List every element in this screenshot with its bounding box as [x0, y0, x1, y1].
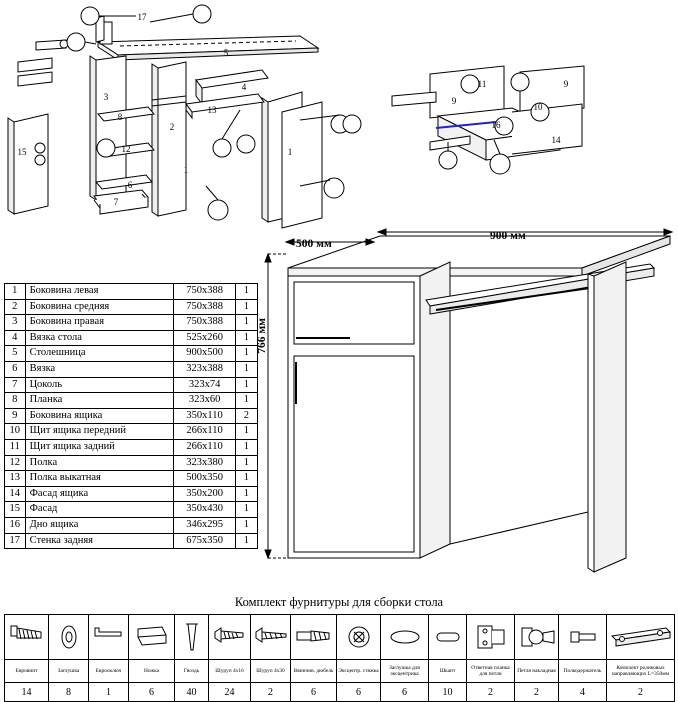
- part-num: 16: [5, 517, 26, 533]
- svg-text:2: 2: [169, 122, 175, 132]
- part-qty: 2: [235, 408, 257, 424]
- part-num: 14: [5, 486, 26, 502]
- svg-text:12: 12: [121, 144, 131, 154]
- kit-cell-nail: [175, 615, 209, 660]
- svg-text:1: 1: [287, 147, 293, 157]
- part-num: 11: [5, 439, 26, 455]
- dowel-wood-icon: [431, 624, 465, 650]
- slide-icon: [608, 622, 674, 652]
- kit-count: 40: [175, 683, 209, 702]
- part-size: 323х60: [174, 393, 236, 409]
- table-row: [5, 424, 258, 440]
- part-qty: 1: [235, 346, 257, 362]
- kit-count: 24: [209, 683, 251, 702]
- part-size: 323х74: [174, 377, 236, 393]
- table-row: [5, 502, 258, 518]
- table-row: [5, 486, 258, 502]
- part-qty: 1: [235, 439, 257, 455]
- kit-cell-screw4x30: [251, 615, 291, 660]
- table-row: [5, 315, 258, 331]
- part-qty: 1: [235, 330, 257, 346]
- part-num: 6: [5, 361, 26, 377]
- svg-text:9: 9: [451, 96, 457, 106]
- part-size: 750х388: [174, 284, 236, 300]
- svg-text:3: 3: [103, 92, 109, 102]
- kit-name: Евровинт: [5, 660, 49, 683]
- screw-icon: [7, 620, 47, 654]
- part-qty: 1: [235, 486, 257, 502]
- part-size: 500х350: [174, 471, 236, 487]
- hexkey-icon: [91, 622, 127, 652]
- shelf-support-icon: [563, 624, 603, 650]
- kit-count: 2: [607, 683, 675, 702]
- part-size: 323х380: [174, 455, 236, 471]
- part-size: 350х430: [174, 502, 236, 518]
- part-num: 4: [5, 330, 26, 346]
- screw4x30-icon: [252, 622, 290, 652]
- part-qty: 1: [235, 299, 257, 315]
- table-row: [5, 346, 258, 362]
- desk-drawing-svg: [250, 228, 678, 578]
- part-size: 323х388: [174, 361, 236, 377]
- part-num: 7: [5, 377, 26, 393]
- kit-name: Шкант: [429, 660, 467, 683]
- part-name: Вязка стола: [25, 330, 174, 346]
- kit-cell-shelf-support: [559, 615, 607, 660]
- kit-name: Полкодержатель: [559, 660, 607, 683]
- part-size: 750х388: [174, 315, 236, 331]
- part-name: Полка выкатная: [25, 471, 174, 487]
- svg-text:5: 5: [223, 48, 229, 58]
- part-size: 350х110: [174, 408, 236, 424]
- part-qty: 1: [235, 361, 257, 377]
- kit-count: 6: [381, 683, 429, 702]
- table-row: [5, 393, 258, 409]
- part-name: Щит ящика передний: [25, 424, 174, 440]
- part-num: 13: [5, 471, 26, 487]
- kit-name: Эксцентр. стяжка: [337, 660, 381, 683]
- part-name: Столешница: [25, 346, 174, 362]
- kit-count: 8: [49, 683, 89, 702]
- part-num: 1: [5, 284, 26, 300]
- table-row: [5, 330, 258, 346]
- part-qty: 1: [235, 471, 257, 487]
- kit-count: 1: [89, 683, 129, 702]
- leg-icon: [132, 621, 172, 653]
- kit-cell-slide: [607, 615, 675, 660]
- kit-name: Комплект роликовых направляющих L=350мм: [607, 660, 675, 683]
- kit-count: 2: [515, 683, 559, 702]
- part-name: Цоколь: [25, 377, 174, 393]
- kit-name: Шуруп 4х16: [209, 660, 251, 683]
- svg-text:4: 4: [241, 82, 247, 92]
- part-qty: 1: [235, 502, 257, 518]
- kit-count: 14: [5, 683, 49, 702]
- kit-name: Заглушка для эксцентрика: [381, 660, 429, 683]
- part-name: Стенка задняя: [25, 533, 174, 549]
- part-size: 266х110: [174, 424, 236, 440]
- svg-text:10: 10: [533, 102, 543, 112]
- kit-name: Ответная планка для петли: [467, 660, 515, 683]
- kit-name: Еврооключ: [89, 660, 129, 683]
- kit-cell-dowel: [291, 615, 337, 660]
- part-size: 266х110: [174, 439, 236, 455]
- svg-text:17: 17: [137, 12, 147, 22]
- kit-icons-row: [5, 615, 675, 660]
- part-num: 15: [5, 502, 26, 518]
- kit-cell-dowel-wood: [429, 615, 467, 660]
- kit-name: Ввинчив. дюбель: [291, 660, 337, 683]
- depth-dimension-label: 500 мм: [296, 238, 332, 250]
- screw4x16-icon: [211, 622, 249, 652]
- kit-count: 10: [429, 683, 467, 702]
- table-row: [5, 361, 258, 377]
- part-name: Боковина левая: [25, 284, 174, 300]
- part-name: Планка: [25, 393, 174, 409]
- nail-icon: [182, 620, 202, 654]
- part-size: 525х260: [174, 330, 236, 346]
- hardware-kit-table: [4, 614, 675, 702]
- hardware-kit-title: Комплект фурнитуры для сборки стола: [234, 595, 444, 609]
- part-num: 17: [5, 533, 26, 549]
- part-name: Боковина средняя: [25, 299, 174, 315]
- part-size: 900х500: [174, 346, 236, 362]
- part-num: 9: [5, 408, 26, 424]
- kit-name: Ножка: [129, 660, 175, 683]
- part-num: 2: [5, 299, 26, 315]
- svg-text:8: 8: [117, 112, 123, 122]
- part-size: 346х295: [174, 517, 236, 533]
- part-qty: 1: [235, 393, 257, 409]
- kit-cell-cap: [49, 615, 89, 660]
- kit-cell-cam: [337, 615, 381, 660]
- svg-text:15: 15: [17, 147, 27, 157]
- kit-count: 6: [129, 683, 175, 702]
- kit-cell-hinge-plate: [467, 615, 515, 660]
- svg-text:7: 7: [113, 197, 119, 207]
- width-dimension-label: 900 мм: [490, 230, 526, 242]
- part-name: Фасад ящика: [25, 486, 174, 502]
- kit-name: Гвоздь: [175, 660, 209, 683]
- svg-text:1: 1: [183, 165, 189, 175]
- dowel-icon: [293, 622, 335, 652]
- table-row: [5, 517, 258, 533]
- kit-count: 2: [467, 683, 515, 702]
- cap-icon: [54, 621, 84, 653]
- part-qty: 1: [235, 377, 257, 393]
- cam-icon: [342, 621, 376, 653]
- hinge-plate-icon: [470, 620, 512, 654]
- kit-count: 6: [337, 683, 381, 702]
- height-dimension-label: 766 мм: [256, 318, 268, 354]
- kit-count: 6: [291, 683, 337, 702]
- parts-table: [4, 283, 258, 549]
- kit-name: Петля накладная: [515, 660, 559, 683]
- part-name: Боковина ящика: [25, 408, 174, 424]
- desk-drawing: [250, 228, 678, 578]
- kit-cell-hinge: [515, 615, 559, 660]
- kit-cell-hexkey: [89, 615, 129, 660]
- table-row: [5, 299, 258, 315]
- kit-name: Заглушка: [49, 660, 89, 683]
- part-num: 10: [5, 424, 26, 440]
- part-num: 8: [5, 393, 26, 409]
- svg-text:6: 6: [127, 180, 133, 190]
- part-size: 350х200: [174, 486, 236, 502]
- kit-counts-row: [5, 683, 675, 702]
- part-num: 5: [5, 346, 26, 362]
- part-name: Фасад: [25, 502, 174, 518]
- svg-text:11: 11: [477, 79, 487, 89]
- exploded-diagram-svg: [0, 0, 678, 232]
- exploded-diagram: [0, 0, 678, 232]
- table-row: [5, 471, 258, 487]
- part-qty: 1: [235, 315, 257, 331]
- part-name: Дно ящика: [25, 517, 174, 533]
- part-num: 12: [5, 455, 26, 471]
- part-qty: 1: [235, 517, 257, 533]
- svg-text:16: 16: [491, 120, 501, 130]
- kit-count: 2: [251, 683, 291, 702]
- part-qty: 1: [235, 284, 257, 300]
- part-size: 675х350: [174, 533, 236, 549]
- part-name: Щит ящика задний: [25, 439, 174, 455]
- kit-count: 4: [559, 683, 607, 702]
- table-row: [5, 439, 258, 455]
- part-name: Боковина правая: [25, 315, 174, 331]
- cam-cap-icon: [385, 623, 425, 651]
- part-name: Полка: [25, 455, 174, 471]
- kit-names-row: [5, 660, 675, 683]
- part-size: 750х388: [174, 299, 236, 315]
- part-qty: 1: [235, 424, 257, 440]
- table-row: [5, 408, 258, 424]
- svg-text:9: 9: [563, 79, 569, 89]
- hinge-icon: [516, 620, 560, 654]
- part-qty: 1: [235, 533, 257, 549]
- kit-cell-leg: [129, 615, 175, 660]
- svg-text:14: 14: [551, 135, 561, 145]
- part-qty: 1: [235, 455, 257, 471]
- kit-cell-cam-cap: [381, 615, 429, 660]
- parts-table-body: [5, 284, 258, 549]
- table-row: [5, 455, 258, 471]
- kit-cell-screw: [5, 615, 49, 660]
- kit-cell-screw4x16: [209, 615, 251, 660]
- part-num: 3: [5, 315, 26, 331]
- svg-text:13: 13: [207, 105, 217, 115]
- kit-name: Шуруп 4х30: [251, 660, 291, 683]
- table-row: [5, 377, 258, 393]
- table-row: [5, 284, 258, 300]
- table-row: [5, 533, 258, 549]
- part-name: Вязка: [25, 361, 174, 377]
